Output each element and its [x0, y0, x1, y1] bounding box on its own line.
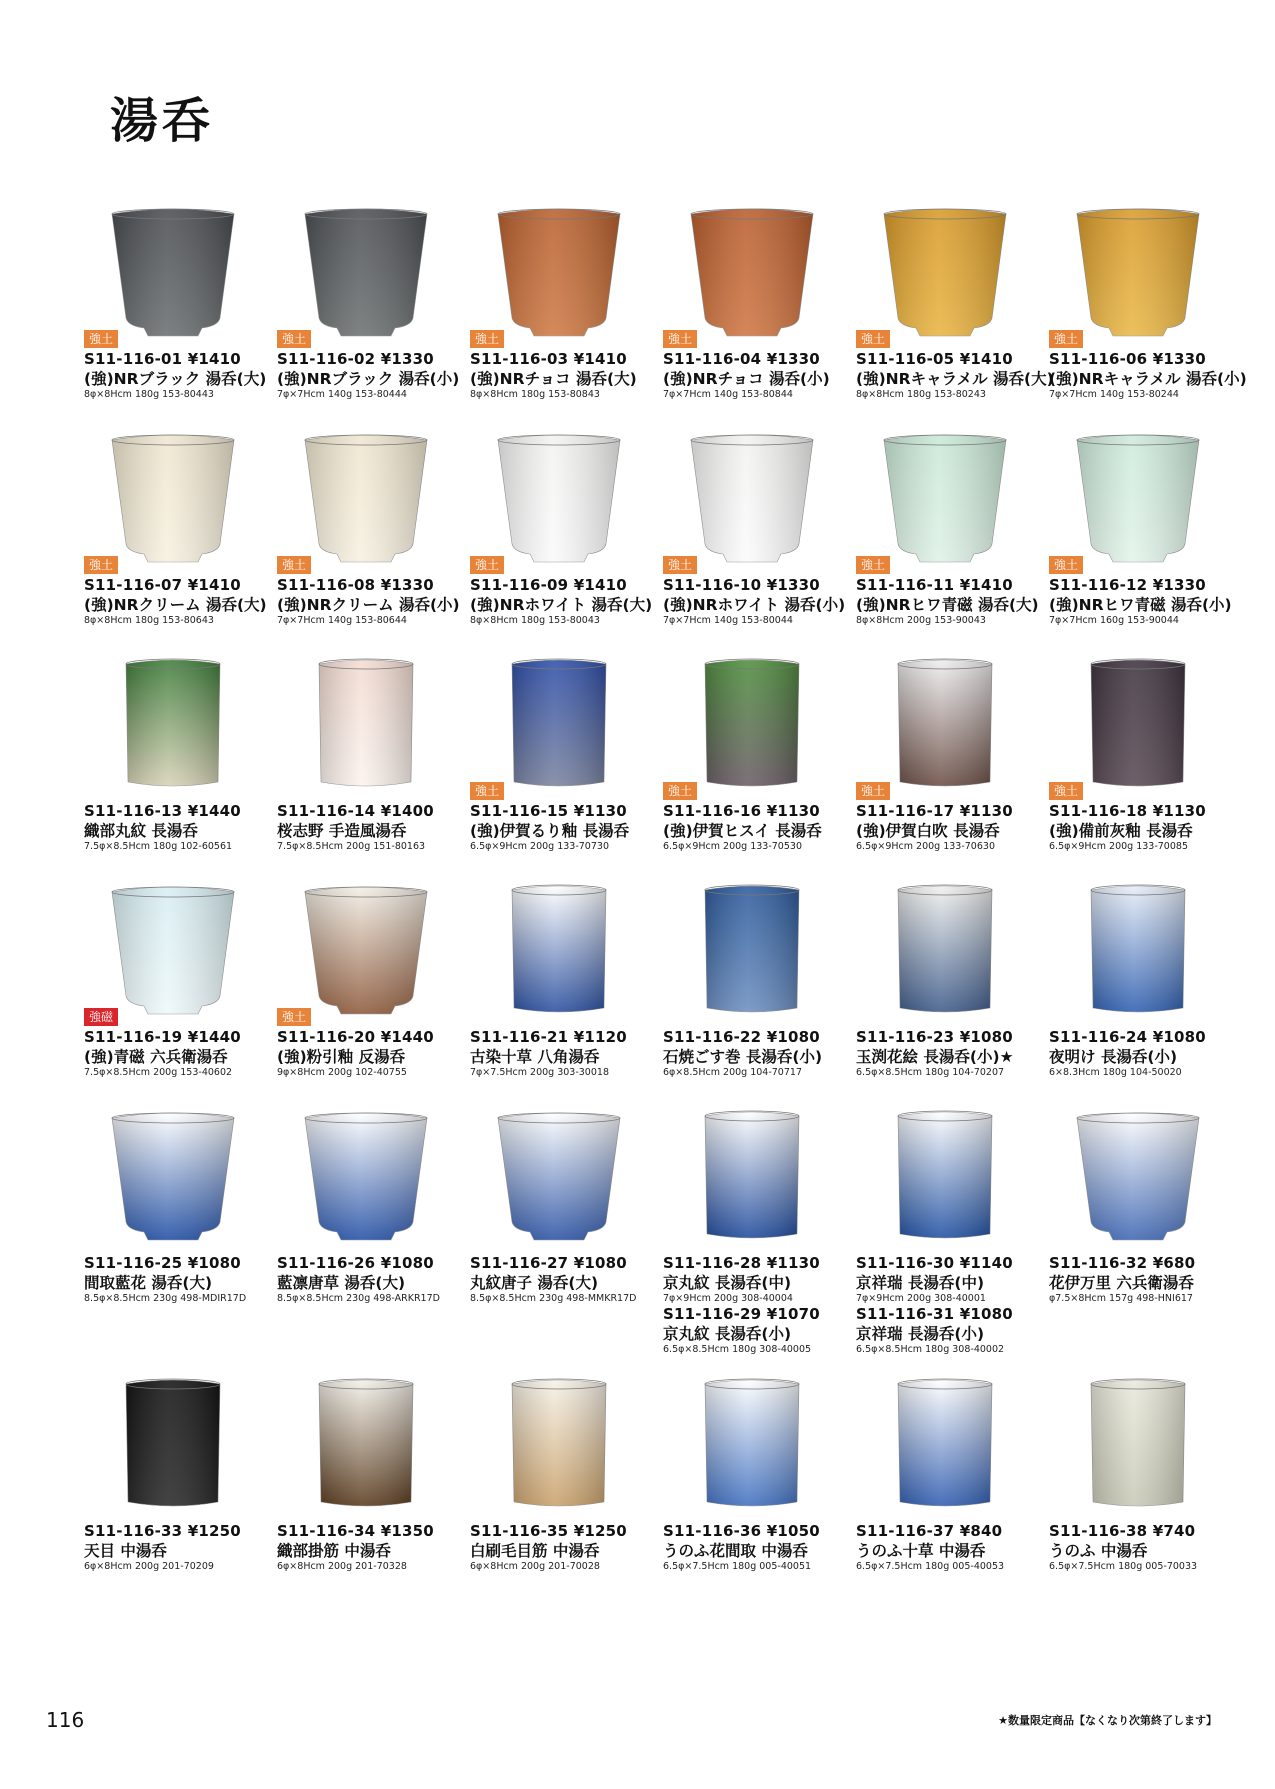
product-info [663, 1522, 863, 1573]
product-spec: 7φ×7Hcm 140g 153-80644 [277, 615, 407, 626]
product-code-price: S11-116-25 ¥1080 [84, 1254, 241, 1272]
product-item[interactable] [663, 426, 853, 652]
page-number: 116 [46, 1708, 85, 1732]
product-code-price: S11-116-15 ¥1130 [470, 802, 627, 820]
product-item[interactable] [470, 878, 660, 1104]
product-code-price: S11-116-22 ¥1080 [663, 1028, 820, 1046]
product-code-price: S11-116-30 ¥1140 [856, 1254, 1013, 1272]
material-badge: 強土 [470, 330, 504, 348]
product-name: 花伊万里 六兵衛湯呑 [1049, 1274, 1194, 1292]
product-spec: 6.5φ×8.5Hcm 180g 308-40002 [856, 1344, 1005, 1355]
product-spec: 6φ×8Hcm 200g 201-70328 [277, 1561, 407, 1572]
product-item[interactable] [277, 1372, 467, 1598]
product-info [856, 1028, 1056, 1079]
product-row [84, 1372, 1214, 1598]
product-name: (強)青磁 六兵衛湯呑 [84, 1048, 228, 1066]
cup-image [874, 200, 1016, 340]
product-info [1049, 576, 1249, 627]
product-spec: φ7.5×8Hcm 157g 498-HNI617 [1049, 1293, 1193, 1304]
material-badge: 強土 [663, 556, 697, 574]
product-code-price: S11-116-08 ¥1330 [277, 576, 434, 594]
product-spec: 8φ×8Hcm 180g 153-80043 [470, 615, 600, 626]
product-spec: 8φ×8Hcm 180g 153-80843 [470, 389, 600, 400]
material-badge: 強土 [277, 1008, 311, 1026]
product-spec: 8.5φ×8.5Hcm 230g 498-MDIR17D [84, 1293, 247, 1304]
product-item[interactable] [84, 1372, 274, 1598]
product-item[interactable] [84, 878, 274, 1104]
product-info [470, 576, 670, 627]
material-badge: 強土 [1049, 782, 1083, 800]
product-name: 夜明け 長湯呑(小) [1049, 1048, 1178, 1066]
product-info [663, 802, 863, 853]
product-name: 間取藍花 湯呑(大) [84, 1274, 213, 1292]
product-name: 京祥瑞 長湯呑(小) [856, 1325, 985, 1343]
product-spec: 7φ×9Hcm 200g 308-40001 [856, 1293, 986, 1304]
product-spec: 6φ×8.5Hcm 200g 104-70717 [663, 1067, 802, 1078]
product-item[interactable] [1049, 1372, 1239, 1598]
product-item[interactable] [856, 1372, 1046, 1598]
material-badge: 強磁 [84, 1008, 118, 1026]
product-name: うのふ 中湯呑 [1049, 1542, 1148, 1560]
product-info [470, 802, 670, 853]
product-row [84, 652, 1214, 878]
product-code-price: S11-116-10 ¥1330 [663, 576, 820, 594]
cup-image [488, 1372, 630, 1512]
product-item[interactable] [277, 200, 467, 426]
product-name: (強)NRチョコ 湯呑(大) [470, 370, 637, 388]
product-item[interactable] [663, 878, 853, 1104]
product-spec: 9φ×8Hcm 200g 102-40755 [277, 1067, 407, 1078]
product-code-price: S11-116-32 ¥680 [1049, 1254, 1196, 1272]
product-code-price: S11-116-31 ¥1080 [856, 1305, 1013, 1323]
product-spec: 7φ×7.5Hcm 200g 303-30018 [470, 1067, 609, 1078]
product-name: 白刷毛目筋 中湯呑 [470, 1542, 600, 1560]
product-code-price: S11-116-04 ¥1330 [663, 350, 820, 368]
product-code-price: S11-116-34 ¥1350 [277, 1522, 434, 1540]
product-spec: 6.5φ×7.5Hcm 180g 005-40053 [856, 1561, 1005, 1572]
cup-image [488, 652, 630, 792]
product-spec: 6.5φ×9Hcm 200g 133-70730 [470, 841, 609, 852]
product-info [856, 576, 1056, 627]
product-spec: 6.5φ×8.5Hcm 180g 308-40005 [663, 1344, 812, 1355]
cup-image [102, 1372, 244, 1512]
material-badge: 強土 [84, 330, 118, 348]
product-info [1049, 350, 1249, 401]
product-item[interactable] [856, 1104, 1046, 1372]
product-item[interactable] [663, 200, 853, 426]
product-name: うのふ十草 中湯呑 [856, 1542, 986, 1560]
cup-image [681, 1104, 823, 1244]
product-item[interactable] [856, 878, 1046, 1104]
cup-image [1067, 426, 1209, 566]
product-info [277, 1522, 477, 1573]
product-spec: 7φ×7Hcm 140g 153-80844 [663, 389, 793, 400]
product-name: (強)NRキャラメル 湯呑(小) [1049, 370, 1247, 388]
product-info [663, 1254, 863, 1356]
product-info [856, 350, 1056, 401]
product-info [277, 350, 477, 401]
cup-image [295, 200, 437, 340]
cup-image [295, 878, 437, 1018]
cup-image [295, 1372, 437, 1512]
product-info [470, 1254, 670, 1305]
product-info [1049, 802, 1249, 853]
product-info [84, 1254, 284, 1305]
cup-image [102, 1104, 244, 1244]
product-code-price: S11-116-09 ¥1410 [470, 576, 627, 594]
cup-image [488, 1104, 630, 1244]
product-spec: 6φ×8Hcm 200g 201-70028 [470, 1561, 600, 1572]
product-item[interactable] [84, 200, 274, 426]
page-title: 湯呑 [110, 93, 215, 149]
material-badge: 強土 [84, 556, 118, 574]
product-code-price: S11-116-19 ¥1440 [84, 1028, 241, 1046]
product-code-price: S11-116-37 ¥840 [856, 1522, 1003, 1540]
product-code-price: S11-116-24 ¥1080 [1049, 1028, 1206, 1046]
material-badge: 強土 [470, 782, 504, 800]
product-row [84, 878, 1214, 1104]
product-spec: 8φ×8Hcm 180g 153-80443 [84, 389, 214, 400]
product-spec: 6φ×8Hcm 200g 201-70209 [84, 1561, 214, 1572]
cup-image [681, 1372, 823, 1512]
product-code-price: S11-116-12 ¥1330 [1049, 576, 1206, 594]
product-name: (強)NRホワイト 湯呑(小) [663, 596, 846, 614]
product-name: 藍凛唐草 湯呑(大) [277, 1274, 406, 1292]
product-row [84, 1104, 1214, 1372]
cup-image [295, 652, 437, 792]
product-code-price: S11-116-35 ¥1250 [470, 1522, 627, 1540]
product-item[interactable] [856, 200, 1054, 426]
product-info [277, 576, 477, 627]
product-code-price: S11-116-16 ¥1130 [663, 802, 820, 820]
product-info [856, 1254, 1056, 1356]
product-name: 石焼ごす巻 長湯呑(小) [663, 1048, 823, 1066]
cup-image [102, 426, 244, 566]
product-info [470, 350, 670, 401]
cup-image [681, 426, 823, 566]
product-info [1049, 1028, 1249, 1079]
product-info [663, 350, 863, 401]
product-grid [84, 200, 1247, 1598]
product-spec: 8φ×8Hcm 180g 153-80643 [84, 615, 214, 626]
cup-image [874, 652, 1016, 792]
product-info [84, 802, 284, 853]
cup-image [295, 426, 437, 566]
product-code-price: S11-116-06 ¥1330 [1049, 350, 1206, 368]
product-info [84, 1028, 284, 1079]
product-item[interactable] [1049, 426, 1239, 652]
product-name: (強)NRヒワ青磁 湯呑(小) [1049, 596, 1232, 614]
product-code-price: S11-116-38 ¥740 [1049, 1522, 1196, 1540]
product-code-price: S11-116-18 ¥1130 [1049, 802, 1206, 820]
cup-image [102, 200, 244, 340]
product-name: 桜志野 手造風湯呑 [277, 822, 407, 840]
product-name: (強)粉引釉 反湯呑 [277, 1048, 406, 1066]
product-item[interactable] [470, 200, 660, 426]
product-item[interactable] [470, 1104, 660, 1372]
product-code-price: S11-116-01 ¥1410 [84, 350, 241, 368]
product-code-price: S11-116-14 ¥1400 [277, 802, 434, 820]
product-info [277, 1254, 477, 1305]
product-info [1049, 1522, 1249, 1573]
material-badge: 強土 [277, 330, 311, 348]
material-badge: 強土 [470, 556, 504, 574]
product-spec: 7φ×7Hcm 160g 153-90044 [1049, 615, 1179, 626]
product-name: (強)伊賀白吹 長湯呑 [856, 822, 1000, 840]
product-name: 京丸紋 長湯呑(小) [663, 1325, 792, 1343]
product-info [84, 350, 284, 401]
product-name: (強)NRキャラメル 湯呑(大) [856, 370, 1054, 388]
product-code-price: S11-116-28 ¥1130 [663, 1254, 820, 1272]
cup-image [295, 1104, 437, 1244]
product-item[interactable] [663, 652, 853, 878]
product-spec: 7φ×9Hcm 200g 308-40004 [663, 1293, 793, 1304]
product-name: (強)伊賀るり釉 長湯呑 [470, 822, 630, 840]
product-name: (強)備前灰釉 長湯呑 [1049, 822, 1193, 840]
product-name: (強)NRクリーム 湯呑(大) [84, 596, 267, 614]
footer-note: ★数量限定商品【なくなり次第終了します】 [998, 1714, 1217, 1727]
material-badge: 強土 [663, 782, 697, 800]
cup-image [874, 878, 1016, 1018]
product-spec: 8φ×8Hcm 180g 153-80243 [856, 389, 986, 400]
product-item[interactable] [1049, 1104, 1239, 1372]
product-code-price: S11-116-13 ¥1440 [84, 802, 241, 820]
product-info [470, 1028, 670, 1079]
product-name: 玉渕花絵 長湯呑(小)★ [856, 1048, 1014, 1066]
product-item[interactable] [1049, 878, 1239, 1104]
material-badge: 強土 [856, 782, 890, 800]
product-spec: 7φ×7Hcm 140g 153-80244 [1049, 389, 1179, 400]
product-name: (強)NRクリーム 湯呑(小) [277, 596, 460, 614]
product-spec: 6×8.3Hcm 180g 104-50020 [1049, 1067, 1182, 1078]
cup-image [488, 200, 630, 340]
product-spec: 7φ×7Hcm 140g 153-80044 [663, 615, 793, 626]
product-spec: 7.5φ×8.5Hcm 200g 153-40602 [84, 1067, 233, 1078]
product-item[interactable] [277, 652, 467, 878]
product-code-price: S11-116-05 ¥1410 [856, 350, 1013, 368]
product-spec: 6.5φ×7.5Hcm 180g 005-40051 [663, 1561, 812, 1572]
product-info [1049, 1254, 1249, 1305]
product-name: (強)NRヒワ青磁 湯呑(大) [856, 596, 1039, 614]
cup-image [102, 652, 244, 792]
product-name: 織部丸紋 長湯呑 [84, 822, 198, 840]
product-info [856, 1522, 1056, 1573]
product-info [470, 1522, 670, 1573]
product-code-price: S11-116-33 ¥1250 [84, 1522, 241, 1540]
product-spec: 8.5φ×8.5Hcm 230g 498-MMKR17D [470, 1293, 637, 1304]
cup-image [1067, 1372, 1209, 1512]
product-item[interactable] [84, 652, 274, 878]
material-badge: 強土 [277, 556, 311, 574]
product-row [84, 426, 1232, 652]
product-item[interactable] [663, 1104, 853, 1372]
product-name: 丸紋唐子 湯呑(大) [470, 1274, 599, 1292]
cup-image [488, 426, 630, 566]
product-item[interactable] [277, 878, 467, 1104]
product-spec: 6.5φ×7.5Hcm 180g 005-70033 [1049, 1561, 1198, 1572]
product-item[interactable] [856, 426, 1046, 652]
product-name: (強)NRホワイト 湯呑(大) [470, 596, 653, 614]
product-spec: 7.5φ×8.5Hcm 180g 102-60561 [84, 841, 233, 852]
product-code-price: S11-116-36 ¥1050 [663, 1522, 820, 1540]
material-badge: 強土 [1049, 556, 1083, 574]
cup-image [681, 200, 823, 340]
product-item[interactable] [277, 1104, 467, 1372]
cup-image [1067, 200, 1209, 340]
product-spec: 6.5φ×9Hcm 200g 133-70085 [1049, 841, 1188, 852]
product-info [277, 1028, 477, 1079]
product-name: (強)NRブラック 湯呑(小) [277, 370, 460, 388]
product-code-price: S11-116-20 ¥1440 [277, 1028, 434, 1046]
product-name: 京丸紋 長湯呑(中) [663, 1274, 792, 1292]
product-item[interactable] [470, 652, 660, 878]
product-info [277, 802, 477, 853]
product-spec: 7.5φ×8.5Hcm 200g 151-80163 [277, 841, 426, 852]
product-info [856, 802, 1056, 853]
product-item[interactable] [84, 426, 274, 652]
product-code-price: S11-116-23 ¥1080 [856, 1028, 1013, 1046]
product-name: うのふ花間取 中湯呑 [663, 1542, 808, 1560]
product-item[interactable] [856, 652, 1046, 878]
product-spec: 6.5φ×9Hcm 200g 133-70630 [856, 841, 995, 852]
product-item[interactable] [1049, 200, 1247, 426]
product-info [663, 1028, 863, 1079]
product-info [84, 1522, 284, 1573]
product-name: 天目 中湯呑 [84, 1542, 167, 1560]
product-item[interactable] [1049, 652, 1239, 878]
product-item[interactable] [277, 426, 467, 652]
product-code-price: S11-116-17 ¥1130 [856, 802, 1013, 820]
material-badge: 強土 [856, 330, 890, 348]
material-badge: 強土 [1049, 330, 1083, 348]
product-name: (強)伊賀ヒスイ 長湯呑 [663, 822, 822, 840]
product-code-price: S11-116-21 ¥1120 [470, 1028, 627, 1046]
product-spec: 7φ×7Hcm 140g 153-80444 [277, 389, 407, 400]
product-name: 京祥瑞 長湯呑(中) [856, 1274, 985, 1292]
product-name: (強)NRチョコ 湯呑(小) [663, 370, 830, 388]
cup-image [1067, 652, 1209, 792]
product-code-price: S11-116-27 ¥1080 [470, 1254, 627, 1272]
cup-image [488, 878, 630, 1018]
material-badge: 強土 [856, 556, 890, 574]
product-code-price: S11-116-02 ¥1330 [277, 350, 434, 368]
product-code-price: S11-116-07 ¥1410 [84, 576, 241, 594]
cup-image [874, 1104, 1016, 1244]
product-code-price: S11-116-29 ¥1070 [663, 1305, 820, 1323]
product-item[interactable] [470, 1372, 660, 1598]
cup-image [874, 1372, 1016, 1512]
cup-image [681, 652, 823, 792]
cup-image [1067, 878, 1209, 1018]
material-badge: 強土 [663, 330, 697, 348]
cup-image [874, 426, 1016, 566]
cup-image [102, 878, 244, 1018]
product-item[interactable] [470, 426, 660, 652]
product-item[interactable] [663, 1372, 853, 1598]
product-code-price: S11-116-11 ¥1410 [856, 576, 1013, 594]
product-info [663, 576, 863, 627]
product-name: 古染十草 八角湯呑 [470, 1048, 600, 1066]
product-name: (強)NRブラック 湯呑(大) [84, 370, 267, 388]
product-row [84, 200, 1247, 426]
product-spec: 6.5φ×9Hcm 200g 133-70530 [663, 841, 802, 852]
product-spec: 8.5φ×8.5Hcm 230g 498-ARKR17D [277, 1293, 440, 1304]
product-item[interactable] [84, 1104, 274, 1372]
product-spec: 8φ×8Hcm 200g 153-90043 [856, 615, 986, 626]
product-spec: 6.5φ×8.5Hcm 180g 104-70207 [856, 1067, 1005, 1078]
product-info [84, 576, 284, 627]
cup-image [1067, 1104, 1209, 1244]
product-code-price: S11-116-03 ¥1410 [470, 350, 627, 368]
product-code-price: S11-116-26 ¥1080 [277, 1254, 434, 1272]
product-name: 織部掛筋 中湯呑 [277, 1542, 391, 1560]
cup-image [681, 878, 823, 1018]
